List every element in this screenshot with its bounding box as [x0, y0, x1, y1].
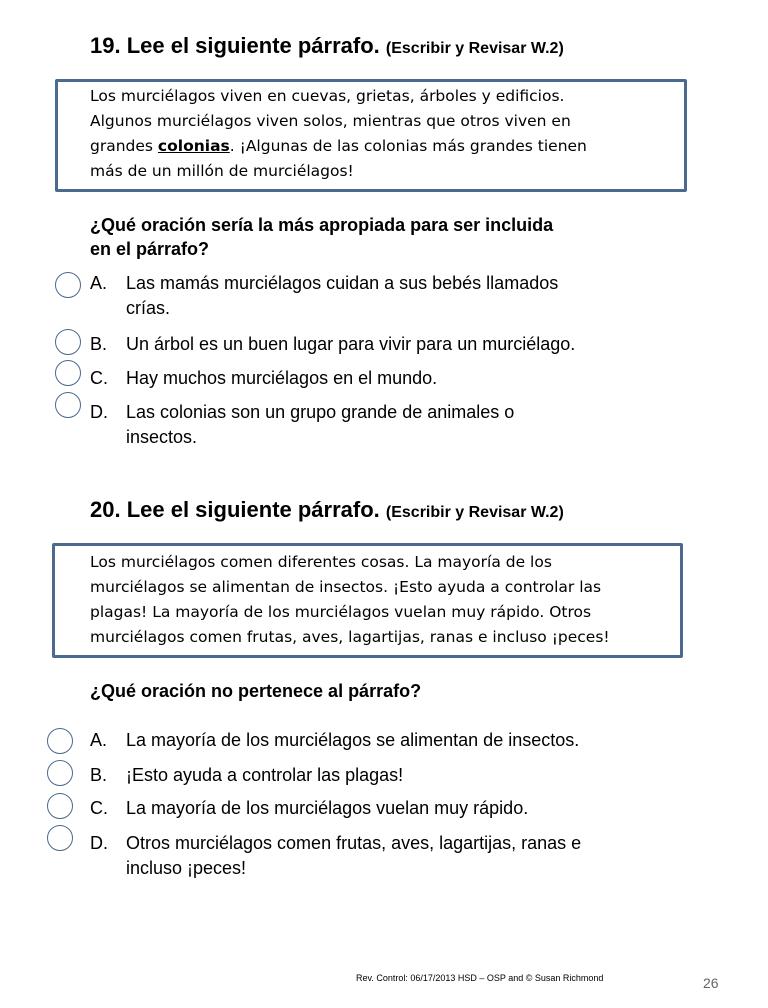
q19-standard: (Escribir y Revisar W.2) [385, 40, 564, 57]
q19-prompt-line: en el párrafo? [90, 239, 210, 259]
q20-standard: (Escribir y Revisar W.2) [385, 504, 564, 521]
option-text-line: Las mamás murciélagos cuidan a sus bebés llamados [126, 273, 559, 293]
q19-option-b[interactable] [90, 332, 690, 357]
q20-option-a-bubble[interactable] [47, 728, 73, 754]
q19-passage-line: más de un millón de murciélagos! [90, 162, 354, 180]
option-text: Hay muchos murciélagos en el mundo. [126, 368, 438, 388]
option-letter: C. [90, 798, 108, 818]
q20-title [90, 497, 564, 526]
q20-option-c-bubble[interactable] [47, 793, 73, 819]
option-text [126, 831, 581, 881]
q19-title [90, 33, 564, 62]
q19-passage-line: Los murciélagos viven en cuevas, grietas, árboles y edificios. [90, 87, 565, 105]
q19-passage [90, 84, 587, 184]
q20-option-b[interactable] [90, 763, 690, 788]
q19-passage-text: grandes [90, 137, 158, 155]
q19-option-a[interactable] [90, 271, 690, 321]
option-letter: B. [90, 334, 108, 354]
q20-passage [90, 550, 610, 650]
q20-passage-line: murciélagos comen frutas, aves, lagartijas, ranas e incluso ¡peces! [90, 628, 610, 646]
q20-passage-line: Los murciélagos comen diferentes cosas. La mayoría de los [90, 553, 552, 571]
q20-title-text: 20. Lee el siguiente párrafo. [90, 497, 380, 522]
q19-passage-line: Algunos murciélagos viven solos, mientras que otros viven en [90, 112, 571, 130]
q19-prompt-line: ¿Qué oración sería la más apropiada para ser incluida [90, 215, 554, 235]
option-letter: A. [90, 273, 108, 293]
q20-option-d[interactable] [90, 831, 690, 881]
page-number: 26 [703, 975, 719, 991]
option-text [126, 400, 514, 450]
q20-option-d-bubble[interactable] [47, 825, 73, 851]
option-text-line: Las colonias son un grupo grande de animales o [126, 402, 515, 422]
q20-option-a[interactable] [90, 728, 690, 753]
q20-prompt: ¿Qué oración no pertenece al párrafo? [90, 681, 422, 701]
option-letter: A. [90, 730, 108, 750]
option-text: ¡Esto ayuda a controlar las plagas! [126, 765, 404, 785]
q20-passage-line: murciélagos se alimentan de insectos. ¡Esto ayuda a controlar las [90, 578, 602, 596]
option-letter: C. [90, 368, 108, 388]
q19-title-text: 19. Lee el siguiente párrafo. [90, 33, 380, 58]
option-text-line: insectos. [126, 427, 198, 447]
option-text-line: Otros murciélagos comen frutas, aves, lagartijas, ranas e [126, 833, 582, 853]
option-text-line: crías. [126, 298, 171, 318]
option-text: Un árbol es un buen lugar para vivir para un murciélago. [126, 334, 576, 354]
option-text: La mayoría de los murciélagos vuelan muy rápido. [126, 798, 529, 818]
q19-passage-line [90, 134, 587, 159]
option-text-line: incluso ¡peces! [126, 858, 247, 878]
option-letter: B. [90, 765, 108, 785]
q20-option-c[interactable] [90, 796, 690, 821]
option-text [126, 271, 558, 321]
q20-passage-line: plagas! La mayoría de los murciélagos vuelan muy rápido. Otros [90, 603, 592, 621]
q20-option-b-bubble[interactable] [47, 760, 73, 786]
option-letter: D. [90, 833, 108, 853]
q19-passage-text: . ¡Algunas de las colonias más grandes tienen [229, 137, 587, 155]
q19-prompt [90, 213, 553, 261]
q19-option-d-bubble[interactable] [55, 392, 81, 418]
q19-option-c-bubble[interactable] [55, 360, 81, 386]
q19-option-c[interactable] [90, 366, 690, 391]
option-text: La mayoría de los murciélagos se alimentan de insectos. [126, 730, 580, 750]
option-letter: D. [90, 402, 108, 422]
q19-option-a-bubble[interactable] [55, 272, 81, 298]
q19-option-d[interactable] [90, 400, 690, 450]
q19-option-b-bubble[interactable] [55, 329, 81, 355]
revision-footer: Rev. Control: 06/17/2013 HSD – OSP and © Susan Richmond [356, 973, 604, 983]
q19-passage-vocab-word: colonias [157, 137, 230, 155]
